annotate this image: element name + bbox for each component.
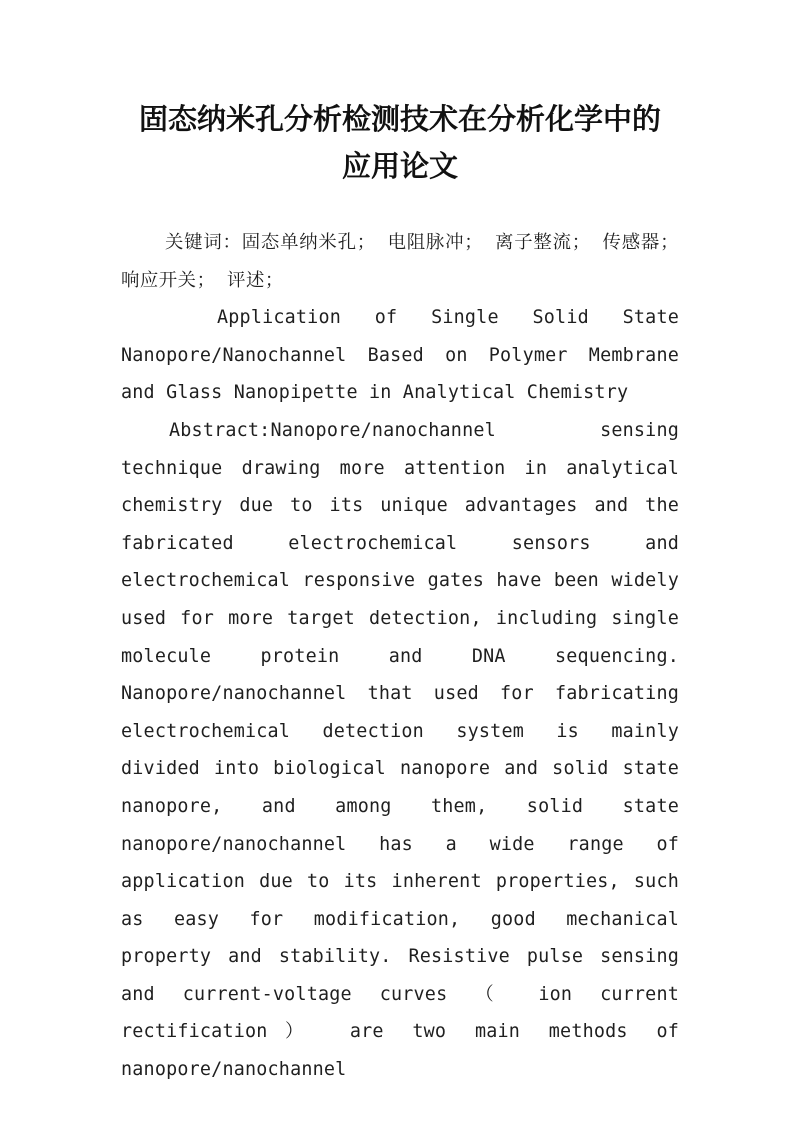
keyword-item: 电阻脉冲； [387, 232, 484, 253]
keyword-item: 固态单纳米孔； [241, 232, 376, 253]
document-title [100, 96, 700, 190]
abstract-label: Abstract: [169, 419, 271, 441]
keywords-label: 关键词： [165, 232, 242, 253]
document-body [121, 224, 679, 1089]
title-line-1: 固态纳米孔分析检测技术在分析化学中的 [138, 102, 661, 136]
keyword-item: 评述； [227, 269, 284, 291]
title-line-2: 应用论文 [341, 149, 458, 183]
english-title: Application of Single Solid State Nanopore/Nanochannel Based on Polymer Membrane and Glass Nanopipette in Analytical Chemistry [121, 307, 679, 404]
keyword-item: 离子整流； [495, 232, 591, 253]
keywords-paragraph [121, 224, 679, 299]
keyword-item: 响应开关； [121, 269, 216, 291]
keyword-item: 传感器； [602, 232, 679, 253]
abstract-text: Nanopore/nanochannel sensing technique drawing more attention in analytical chemistry due to its unique advantages and the fabricated electrochemical sensors and electrochemical responsive gates have been widely used for more target detection, including single molecule protein and DNA sequencing. Nanopore/nanochannel that used for fabricating electrochemical detection system is mainly divided into biological nanopore and solid state nanopore, and among them, solid state nanopore/nanochannel has a wide range of application due to its inherent properties, such as easy for modification, good mechanical property and stability. Resistive pulse sensing and current-voltage curves （ ion current rectification） are two main methods of nanopore/nanochannel [121, 419, 679, 1081]
abstract-paragraph [121, 412, 679, 1089]
